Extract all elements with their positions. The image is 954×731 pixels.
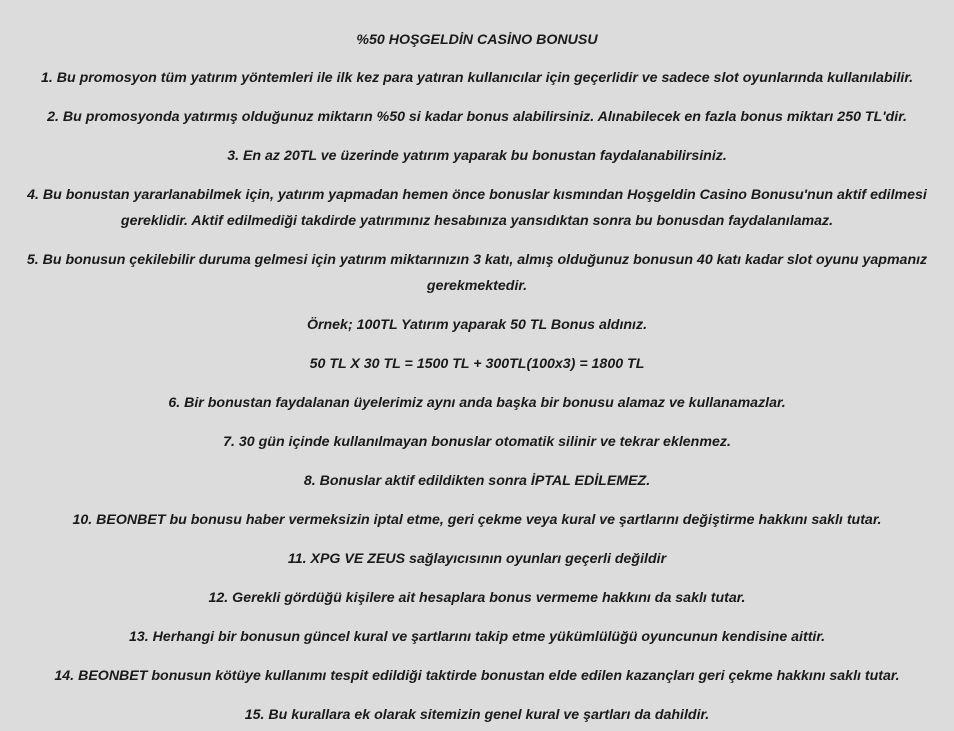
document-title: %50 HOŞGELDİN CASİNO BONUSU [356,32,598,48]
rule-10: 10. BEONBET bu bonusu haber vermeksizin iptal etme, geri çekme veya kural ve şartlarını değiştirme hakkını saklı tutar. [72,512,882,528]
rule-11: 11. XPG VE ZEUS sağlayıcısının oyunları geçerli değildir [287,551,667,567]
rule-1: 1. Bu promosyon tüm yatırım yöntemleri ile ilk kez para yatıran kullanıcılar için geçerlidir ve sadece slot oyunlarında kullanılabilir. [40,70,914,86]
rule-14: 14. BEONBET bonusun kötüye kullanımı tespit edildiği taktirde bonustan elde edilen kazançları geri çekme hakkını saklı tutar. [54,668,900,684]
rule-3: 3. En az 20TL ve üzerinde yatırım yaparak bu bonustan faydalanabilirsiniz. [227,148,727,164]
rule-7: 7. 30 gün içinde kullanılmayan bonuslar otomatik silinir ve tekrar eklenmez. [223,434,731,450]
rule-12: 12. Gerekli gördüğü kişilere ait hesaplara bonus vermeme hakkını da saklı tutar. [208,590,746,606]
example-formula: 50 TL X 30 TL = 1500 TL + 300TL(100x3) = 1800 TL [309,356,645,372]
rule-5: 5. Bu bonusun çekilebilir duruma gelmesi için yatırım miktarınızın 3 katı, almış olduğunuz bonusun 40 katı kadar slot oyunu yapmanız gerekmektedir. [26,252,928,294]
example-text: Örnek; 100TL Yatırım yaparak 50 TL Bonus aldınız. [306,317,648,333]
rule-15: 15. Bu kurallara ek olarak sitemizin genel kural ve şartları da dahildir. [244,707,710,723]
rule-13: 13. Herhangi bir bonusun güncel kural ve şartlarını takip etme yükümlülüğü oyuncunun kendisine aittir. [128,629,826,645]
rule-8: 8. Bonuslar aktif edildikten sonra İPTAL EDİLEMEZ. [303,473,651,489]
rule-6: 6. Bir bonustan faydalanan üyelerimiz aynı anda başka bir bonusu alamaz ve kullanamazlar. [168,395,786,411]
rule-4: 4. Bu bonustan yararlanabilmek için, yatırım yapmadan hemen önce bonuslar kısmından Hoşgeldin Casino Bonusu'nun aktif edilmesi gereklidir. Aktif edilmediği takdirde yatırımınız hesabınıza yansıdıktan sonra bu bonusdan faydalanılamaz. [27,187,927,229]
rule-2: 2. Bu promosyonda yatırmış olduğunuz miktarın %50 si kadar bonus alabilirsiniz. Alınabilecek en fazla bonus miktarı 250 TL'dir. [47,109,907,125]
